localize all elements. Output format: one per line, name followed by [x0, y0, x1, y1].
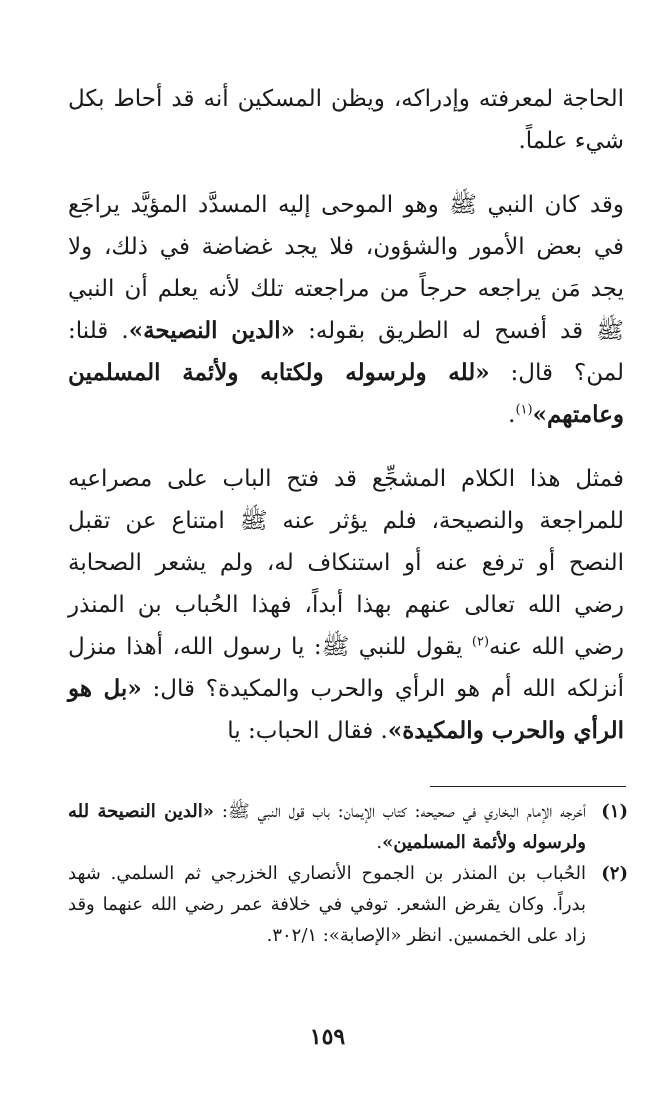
paragraph-1-text: الحاجة لمعرفته وإدراكه، ويظن المسكين أنه قد أحاط بكل شيء علماً.	[68, 86, 624, 154]
hadith-quote-3: «بل هو الرأي والحرب والمكيدة»	[68, 675, 624, 744]
hadith-quote-2: «لله ولرسوله ولكتابه ولأئمة المسلمين وعامتهم»	[68, 359, 624, 428]
footnotes	[68, 796, 628, 951]
paragraph-2-text-2: . قلنا: لمن؟ قال:	[68, 318, 625, 386]
footnote-1	[68, 796, 628, 858]
footnote-2-text: الحُباب بن المنذر بن الجموح الأنصاري الخزرجي ثم السلمي. شهد بدراً. وكان يقرض الشعر. توفي في خلافة عمر رضي الله عنهما وقد زاد على الخمسين. انظر «الإصابة»: ٣٠٢/١.	[68, 863, 586, 946]
paragraph-3-text-1: فمثل هذا الكلام المشجِّع قد فتح الباب على مصراعيه للمراجعة والنصيحة، فلم يؤثر عنه ﷺ امتناع عن تقبل النصح أو ترفع عنه أو استنكاف له، ولم يشعر الصحابة رضي الله تعالى عنهم بهذا أبداً، فهذا الحُباب بن المنذر رضي الله عنه	[68, 466, 624, 660]
hadith-quote-1: «الدين النصيحة»	[128, 317, 296, 344]
footnote-number: (١)	[601, 801, 628, 822]
footnote-number: (٢)	[601, 863, 628, 884]
footnote-1-text-2: .	[376, 832, 383, 853]
main-text	[68, 78, 624, 752]
footnote-ref-2: (٢)	[471, 634, 490, 650]
paragraph-3-text-3: . فقال الحباب: يا	[227, 718, 388, 744]
footnote-ref-1: (١)	[515, 402, 533, 418]
paragraph-2-text-1: وقد كان النبي ﷺ وهو الموحى إليه المسدَّد المؤيَّد يراجَع في بعض الأمور والشؤون، فلا يجد غضاضة في ذلك، ولا يجد مَن يراجعه حرجاً من مراجعته تلك لأنه يعلم أن النبي ﷺ قد أفسح له الطريق بقوله:	[68, 192, 624, 344]
footnote-2	[68, 858, 628, 951]
paragraph-2-text-3: .	[508, 402, 516, 428]
paragraph-3	[68, 458, 624, 752]
page-number: ١٥٩	[309, 1024, 346, 1050]
paragraph-3-text-2: يقول للنبي ﷺ: يا رسول الله، أهذا منزل أنزلكه الله أم هو الرأي والحرب والمكيدة؟ قال:	[68, 634, 624, 702]
paragraph-1	[68, 78, 624, 162]
footnote-divider	[430, 786, 626, 787]
footnote-1-quote: «الدين النصيحة لله ولرسوله ولأئمة المسلمين»	[68, 801, 586, 853]
paragraph-2	[68, 184, 624, 436]
footnote-1-text-1: أخرجه الإمام البخاري في صحيحه: كتاب الإيمان: باب قول النبي ﷺ:	[214, 801, 587, 822]
